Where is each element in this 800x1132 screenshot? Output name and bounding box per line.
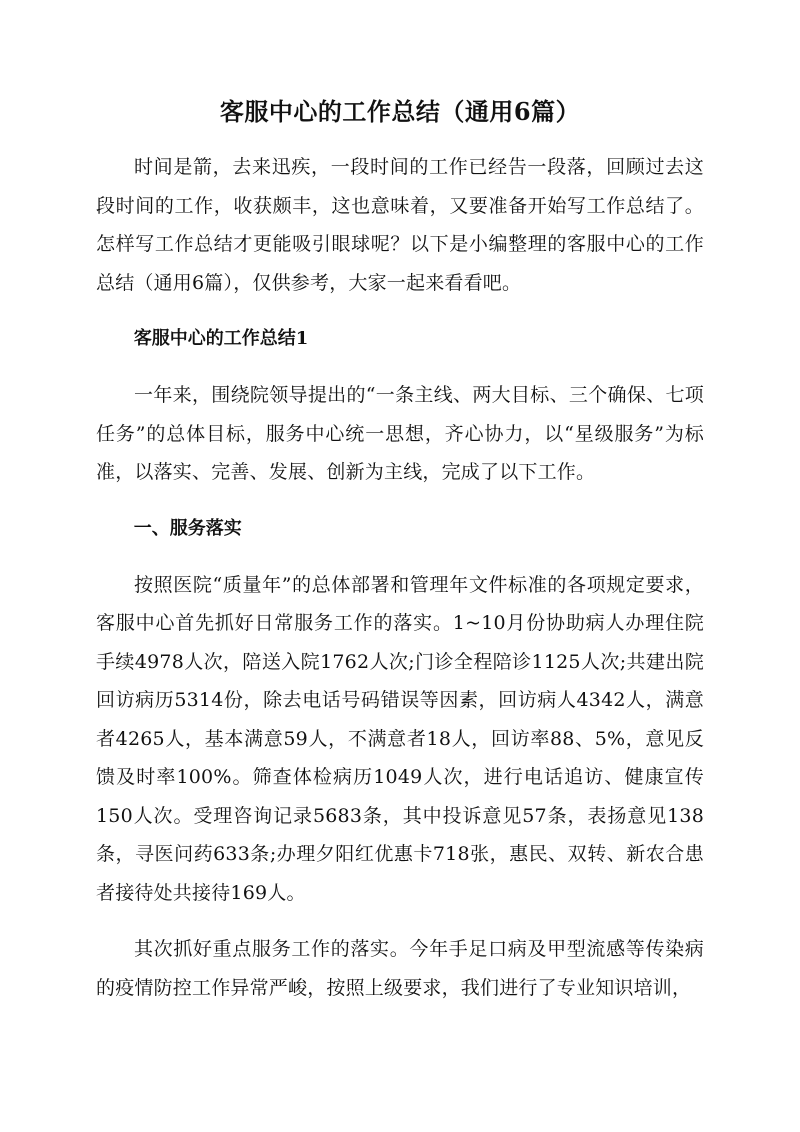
subheading: 一、服务落实: [133, 517, 242, 539]
body-paragraph-1: 按照医院“质量年”的总体部署和管理年文件标准的各项规定要求，客服中心首先抓好日常服务工作的落实。1~10月份协助病人办理住院手续4978人次，陪送入院1762人次;门诊全程陪诊1125人次;共建出院回访病历5314份，除去电话号码错误等因素，回访病人4342人，满意者4265人，基本满意59人，不满意者18人，回访率88、5%，意见反馈及时率100%。筛查体检病历1049人次，进行电话追访、健康宣传150人次。受理咨询记录5683条，其中投诉意见57条，表扬意见138条，寻医问药633条;办理夕阳红优惠卡718张，惠民、双转、新农合患者接待处共接待169人。: [96, 573, 704, 904]
intro-paragraph: 时间是箭，去来迅疾，一段时间的工作已经告一段落，回顾过去这段时间的工作，收获颇丰，这也意味着，又要准备开始写工作总结了。怎样写工作总结才更能吸引眼球呢？以下是小编整理的客服中心的工作总结（通用6篇），仅供参考，大家一起来看看吧。: [96, 156, 704, 294]
section-intro-paragraph: 一年来，围绕院领导提出的“一条主线、两大目标、三个确保、七项任务”的总体目标，服务中心统一思想，齐心协力，以“星级服务”为标准，以落实、完善、发展、创新为主线，完成了以下工作。: [96, 384, 704, 483]
section-title: 客服中心的工作总结1: [133, 328, 309, 349]
body-paragraph-2: 其次抓好重点服务工作的落实。今年手足口病及甲型流感等传染病的疫情防控工作异常严峻，按照上级要求，我们进行了专业知识培训，: [96, 938, 704, 999]
document-title: 客服中心的工作总结（通用6篇）: [219, 97, 581, 126]
